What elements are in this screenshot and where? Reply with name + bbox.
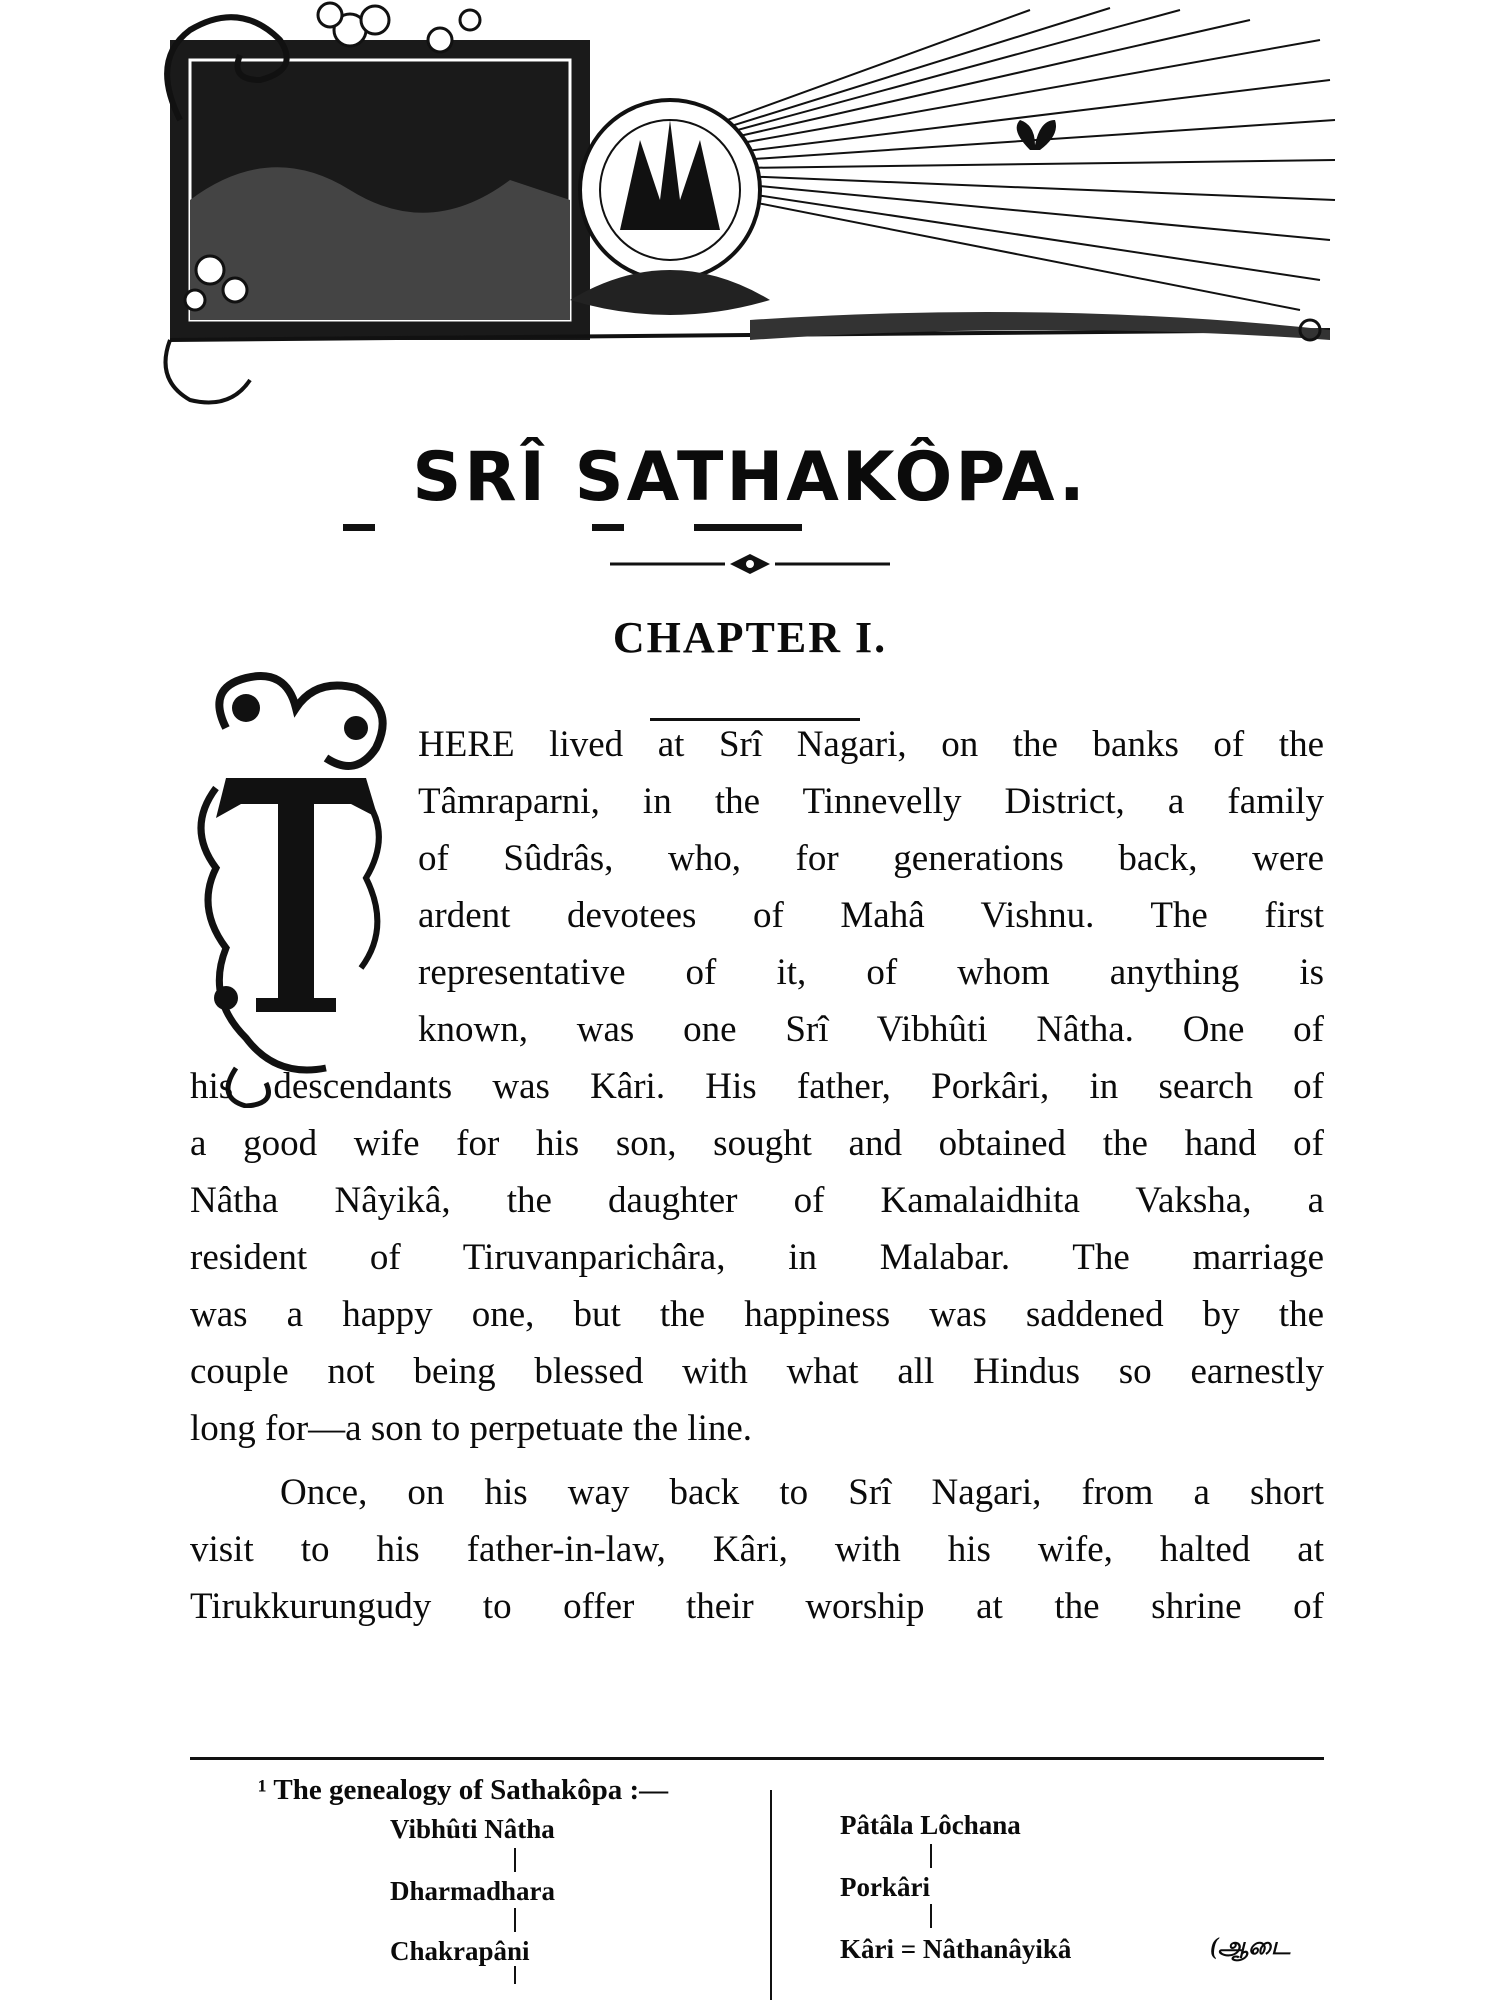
- genealogy-right-item: Porkâri: [840, 1872, 930, 1902]
- paragraph1-line: ardent devotees of Mahâ Vishnu. The first: [418, 895, 1324, 936]
- page-title: SRÎ SATHAKÔPA.: [412, 438, 1088, 517]
- genealogy-left-item: Vibhûti Nâtha: [390, 1814, 555, 1844]
- chapter-rule: [650, 718, 860, 721]
- paragraph1-line: was a happy one, but the happiness was saddened by the: [190, 1294, 1324, 1335]
- genealogy-left-item: Chakrapâni: [390, 1936, 530, 1966]
- title-ornament: [610, 552, 890, 576]
- paragraph2-line: Tirukkurungudy to offer their worship at the shrine of: [190, 1586, 1324, 1627]
- paragraph1-line: long for—a son to perpetuate the line.: [190, 1408, 753, 1449]
- genealogy-connector: [930, 1844, 932, 1868]
- paragraph1-line: representative of it, of whom anything is: [418, 952, 1324, 993]
- paragraph1-line: Tâmraparni, in the Tinnevelly District, a family: [418, 781, 1324, 822]
- genealogy-connector: [514, 1908, 516, 1932]
- genealogy-right-item: Kâri = Nâthanâyikâ: [840, 1934, 1072, 1964]
- genealogy-right-item: Pâtâla Lôchana: [840, 1810, 1021, 1840]
- genealogy-note: (ஆடை: [1210, 1934, 1291, 1960]
- paragraph2-line: visit to his father-in-law, Kâri, with his wife, halted at: [190, 1529, 1324, 1570]
- paragraph2-line: Once, on his way back to Srî Nagari, from a short: [280, 1472, 1324, 1513]
- paragraph1-line: Nâtha Nâyikâ, the daughter of Kamalaidhita Vaksha, a: [190, 1180, 1324, 1221]
- paragraph1-line: known, was one Srî Vibhûti Nâtha. One of: [418, 1009, 1324, 1050]
- paragraph1-line: couple not being blessed with what all Hindus so earnestly: [190, 1351, 1324, 1392]
- footnote-intro: ¹ The genealogy of Sathakôpa :—: [258, 1774, 669, 1806]
- genealogy-left-item: Dharmadhara: [390, 1876, 556, 1906]
- genealogy-connector: [514, 1966, 516, 1984]
- chapter-heading: CHAPTER I.: [612, 613, 888, 662]
- genealogy-connector: [930, 1904, 932, 1928]
- genealogy-connector: [514, 1848, 516, 1872]
- paragraph1-line: a good wife for his son, sought and obtained the hand of: [190, 1123, 1324, 1164]
- header-engraving: [150, 0, 1340, 420]
- butterfly: [1017, 120, 1056, 150]
- drop-cap-ornament: [186, 668, 406, 1108]
- paragraph1-line: his descendants was Kâri. His father, Porkâri, in search of: [190, 1066, 1324, 1107]
- genealogy-divider: [770, 1790, 772, 2000]
- lotus-leaf: [570, 270, 770, 315]
- paragraph1-line: resident of Tiruvanparichâra, in Malabar. The marriage: [190, 1237, 1324, 1278]
- title-underlines: [0, 520, 1500, 540]
- paragraph1-line: HERE lived at Srî Nagari, on the banks of the: [418, 724, 1324, 765]
- footnote-rule: [190, 1757, 1324, 1760]
- paragraph1-line: of Sûdrâs, who, for generations back, were: [418, 838, 1324, 879]
